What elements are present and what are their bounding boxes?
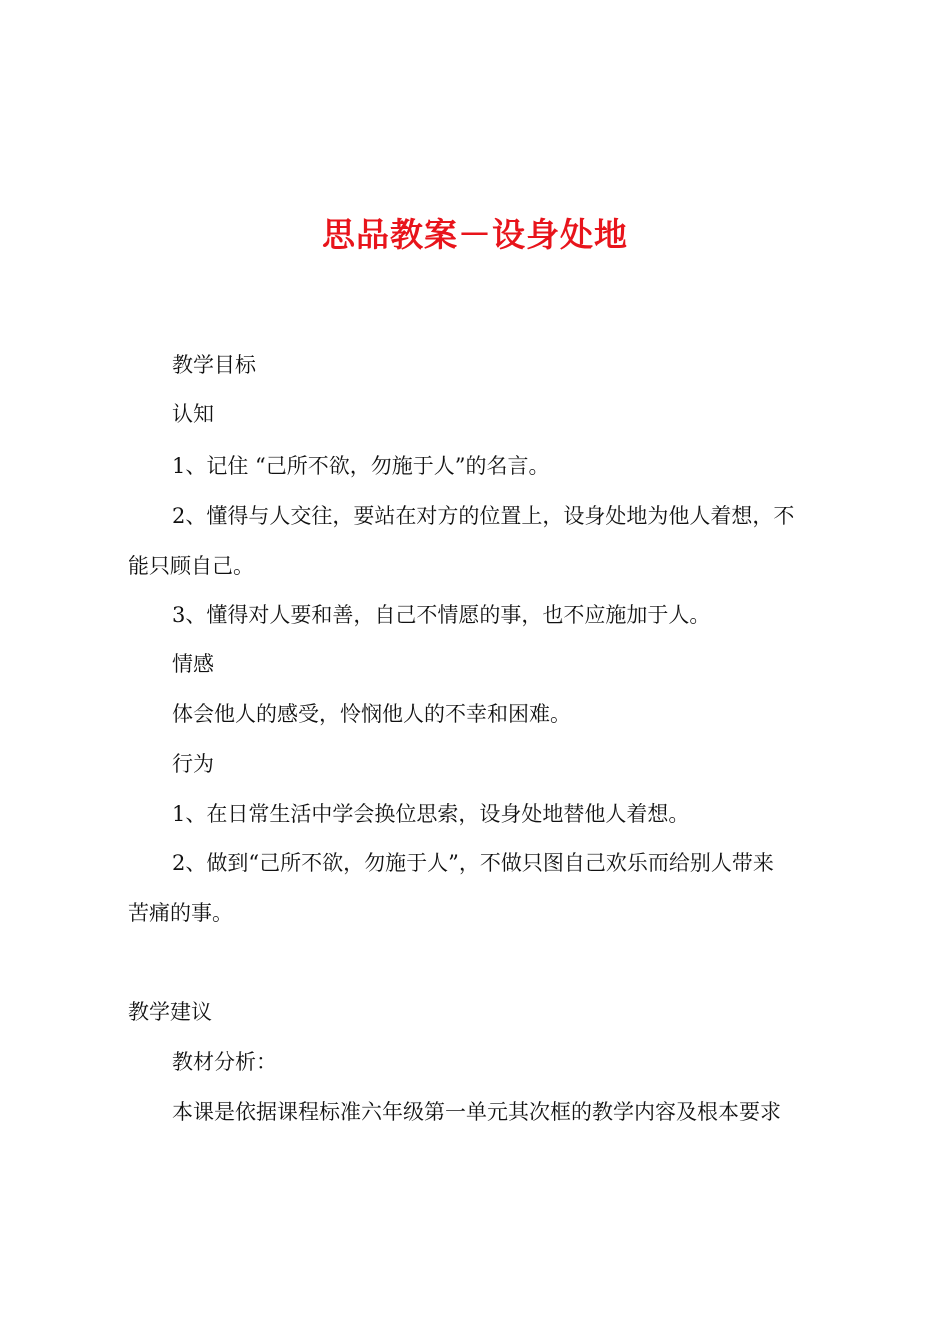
- document-title: 思品教案－设身处地: [322, 215, 628, 254]
- paragraph-behavior-1: 1、在日常生活中学会换位思索，设身处地替他人着想。: [172, 802, 690, 826]
- subheading-cognition: 认知: [172, 402, 214, 426]
- paragraph-behavior-2-line1: 2、做到“己所不欲，勿施于人”，不做只图自己欢乐而给别人带来: [172, 851, 774, 875]
- paragraph-behavior-2-line2: 苦痛的事。: [128, 901, 233, 925]
- subheading-behavior: 行为: [172, 752, 214, 776]
- paragraph-emotion: 体会他人的感受，怜悯他人的不幸和困难。: [172, 702, 571, 726]
- paragraph-goal-1: 1、记住 “己所不欲，勿施于人”的名言。: [172, 454, 550, 478]
- paragraph-goal-3: 3、懂得对人要和善，自己不情愿的事，也不应施加于人。: [172, 603, 711, 627]
- heading-teaching-goals: 教学目标: [172, 353, 256, 377]
- subheading-emotion: 情感: [172, 652, 214, 676]
- paragraph-goal-2-line2: 能只顾自己。: [128, 554, 254, 578]
- paragraph-material-analysis: 本课是依据课程标准六年级第一单元其次框的教学内容及根本要求: [172, 1100, 781, 1124]
- heading-teaching-suggestions: 教学建议: [128, 1000, 212, 1024]
- paragraph-goal-2-line1: 2、懂得与人交往，要站在对方的位置上，设身处地为他人着想，不: [172, 504, 795, 528]
- subheading-material-analysis: 教材分析：: [172, 1050, 277, 1074]
